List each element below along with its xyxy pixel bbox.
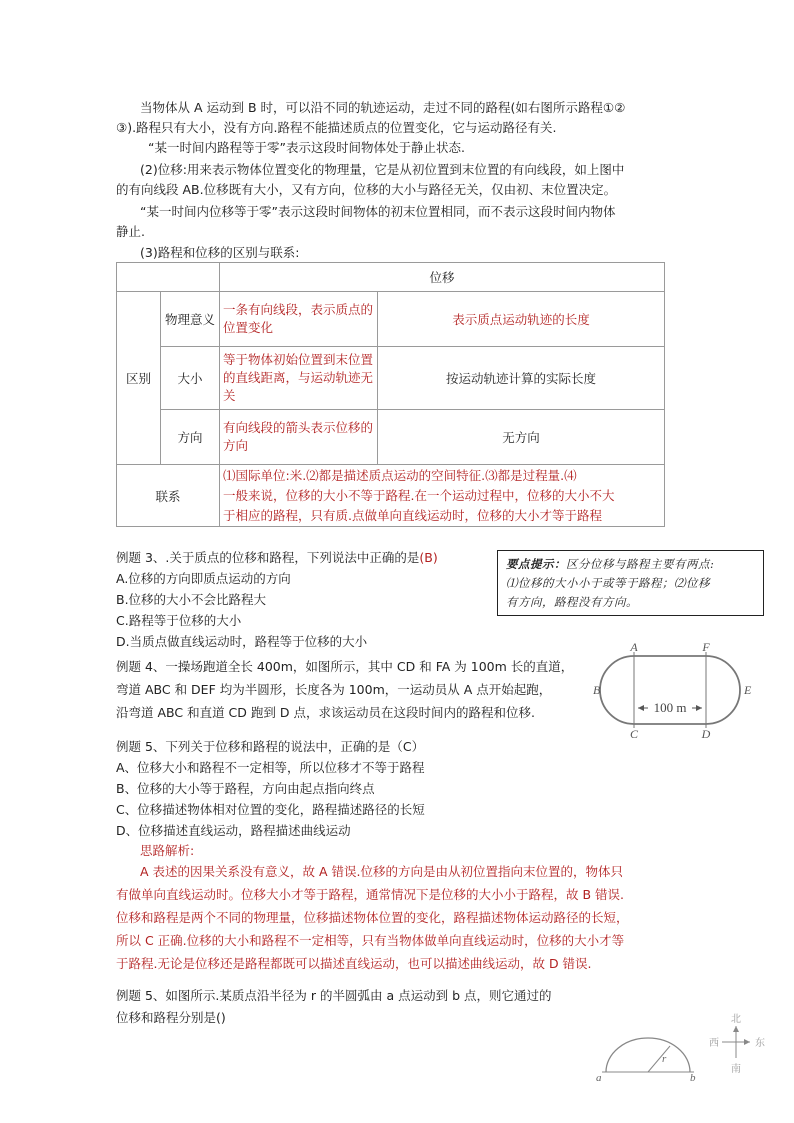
ex5a-question: 例题 5、下列关于位移和路程的说法中，正确的是（C） bbox=[116, 739, 425, 754]
radius-label: r bbox=[662, 1053, 667, 1065]
dim-arrow-left bbox=[638, 705, 644, 711]
table-empty-cell bbox=[117, 263, 220, 292]
ex5a-analysis-line4: 所以 C 正确.位移的大小和路程不一定相等，只有当物体做单向直线运动时，位移的大小才等 bbox=[116, 933, 625, 948]
compass-east-arrow bbox=[744, 1039, 750, 1045]
ex5a-analysis-title: 思路解析: bbox=[140, 843, 195, 858]
para1-line1: 当物体从 A 运动到 B 时，可以沿不同的轨迹运动，走过不同的路程(如右图所示路程①② bbox=[140, 100, 626, 115]
track-label-a: A bbox=[630, 640, 638, 654]
hint-line1: 区分位移与路程主要有两点: bbox=[566, 557, 715, 571]
compass-east-label: 东 bbox=[755, 1038, 765, 1049]
ex5a-option-b: B、位移的大小等于路程，方向由起点指向终点 bbox=[116, 781, 375, 796]
ex4-line2: 弯道 ABC 和 DEF 均为半圆形，长度各为 100m，一运动员从 A 点开始起跑， bbox=[116, 682, 552, 697]
table-cell-disp-meaning: 一条有向线段，表示质点的位置变化 bbox=[220, 292, 378, 347]
compass-south-label: 南 bbox=[731, 1064, 741, 1075]
ex3-question bbox=[116, 548, 438, 568]
para1-line2: ③).路程只有大小，没有方向.路程不能描述质点的位置变化，它与运动路径有关. bbox=[116, 120, 557, 135]
ex5b-line1: 例题 5、如图所示.某质点沿半径为 r 的半圆弧由 a 点运动到 b 点，则它通过的 bbox=[116, 988, 552, 1003]
table-group-difference: 区别 bbox=[117, 292, 161, 465]
table-link-line2: 一般来说，位移的大小不等于路程.在一个运动过程中，位移的大小不大 bbox=[223, 487, 615, 503]
ex3-option-d: D.当质点做直线运动时，路程等于位移的大小 bbox=[116, 634, 368, 649]
table-cell-disp-direction: 有向线段的箭头表示位移的方向 bbox=[220, 410, 378, 465]
compass-north-arrow bbox=[733, 1026, 739, 1032]
table-link-line3: 于相应的路程，只有质.点做单向直线运动时，位移的大小才等于路程 bbox=[223, 507, 602, 523]
ex5a-option-d: D、位移描述直线运动，路程描述曲线运动 bbox=[116, 823, 351, 838]
point-b-label: b bbox=[690, 1072, 696, 1082]
ex5a-analysis-line3: 位移和路程是两个不同的物理量，位移描述物体位置的变化，路程描述物体运动路径的长短， bbox=[116, 910, 629, 925]
ex3-option-c: C.路程等于位移的大小 bbox=[116, 613, 242, 628]
para2-line1: (2)位移:用来表示物体位置变化的物理量，它是从初位置到末位置的有向线段，如上图中 bbox=[140, 162, 625, 177]
ex5a-option-c: C、位移描述物体相对位置的变化，路程描述路径的长短 bbox=[116, 802, 425, 817]
table-link-label: 联系 bbox=[117, 465, 220, 527]
semicircle-figure bbox=[594, 1030, 700, 1082]
table-row-label-magnitude: 大小 bbox=[161, 347, 220, 410]
table-cell-path-meaning: 表示质点运动轨迹的长度 bbox=[378, 292, 665, 347]
ex3-answer: (B) bbox=[419, 550, 438, 565]
para2-line2: 的有向线段 AB.位移既有大小，又有方向，位移的大小与路径无关，仅由初、末位置决定。 bbox=[116, 182, 617, 197]
para4: (3)路程和位移的区别与联系: bbox=[140, 245, 300, 260]
track-length-label: 100 m bbox=[653, 700, 687, 715]
track-label-d: D bbox=[701, 727, 711, 740]
track-label-e: E bbox=[744, 683, 752, 697]
para1-line3: “某一时间内路程等于零”表示这段时间物体处于静止状态. bbox=[148, 140, 465, 155]
point-a-label: a bbox=[596, 1072, 602, 1082]
ex4-text bbox=[116, 655, 573, 724]
track-label-c: C bbox=[629, 727, 639, 740]
table-row-label-direction: 方向 bbox=[161, 410, 220, 465]
compass-icon bbox=[700, 1010, 772, 1080]
ex5a-analysis-line5: 于路程.无论是位移还是路程都既可以描述直线运动，也可以描述曲线运动，故 D 错误. bbox=[116, 956, 592, 971]
hint-line3: 有方向，路程没有方向。 bbox=[506, 595, 638, 609]
hint-line2: ⑴位移的大小小于或等于路程；⑵位移 bbox=[506, 576, 710, 590]
table-link-cell bbox=[220, 465, 665, 527]
ex5a-analysis-line2: 有做单向直线运动时。位移大小才等于路程，通常情况下是位移的大小小于路程，故 B 错误. bbox=[116, 887, 624, 902]
ex4-line1: 例题 4、一操场跑道全长 400m，如图所示，其中 CD 和 FA 为 100m 长的直道， bbox=[116, 659, 574, 674]
table-link-line1: ⑴国际单位:米.⑵都是描述质点运动的空间特征.⑶都是过程量.⑷ bbox=[223, 467, 577, 483]
table-row-label-meaning: 物理意义 bbox=[161, 292, 220, 347]
track-label-f: F bbox=[702, 640, 710, 654]
ex5a-analysis bbox=[116, 860, 629, 975]
ex5a-option-a: A、位移大小和路程不一定相等，所以位移才不等于路程 bbox=[116, 760, 425, 775]
hint-title: 要点提示： bbox=[506, 557, 566, 571]
ex3-question-text: 例题 3、.关于质点的位移和路程，下列说法中正确的是 bbox=[116, 550, 420, 565]
compass-north-label: 北 bbox=[731, 1014, 741, 1025]
dim-arrow-right bbox=[696, 705, 702, 711]
ex3-option-a: A.位移的方向即质点运动的方向 bbox=[116, 571, 291, 586]
compass-west-label: 西 bbox=[709, 1038, 719, 1049]
hint-box bbox=[497, 550, 764, 616]
para3-line1: “某一时间内位移等于零”表示这段时间物体的初末位置相同，而不表示这段时间内物体 bbox=[140, 204, 616, 219]
table-header-displacement: 位移 bbox=[220, 263, 665, 292]
ex3-option-b: B.位移的大小不会比路程大 bbox=[116, 592, 267, 607]
semicircle-arc bbox=[606, 1038, 690, 1072]
table-cell-path-magnitude: 按运动轨迹计算的实际长度 bbox=[378, 347, 665, 410]
table-cell-disp-magnitude: 等于物体初始位置到末位置的直线距离，与运动轨迹无关 bbox=[220, 347, 378, 410]
ex5b-line2: 位移和路程分别是() bbox=[116, 1010, 226, 1025]
para3-line2: 静止. bbox=[116, 224, 145, 239]
comparison-table bbox=[116, 262, 665, 527]
track-label-b: B bbox=[593, 683, 601, 697]
ex5a-analysis-line1: A 表述的因果关系没有意义，故 A 错误.位移的方向是由从初位置指向末位置的，物体只 bbox=[140, 864, 623, 879]
ex4-line3: 沿弯道 ABC 和直道 CD 跑到 D 点，求该运动员在这段时间内的路程和位移. bbox=[116, 705, 535, 720]
table-cell-path-direction: 无方向 bbox=[378, 410, 665, 465]
track-figure bbox=[588, 640, 758, 740]
radius-line bbox=[648, 1046, 670, 1072]
